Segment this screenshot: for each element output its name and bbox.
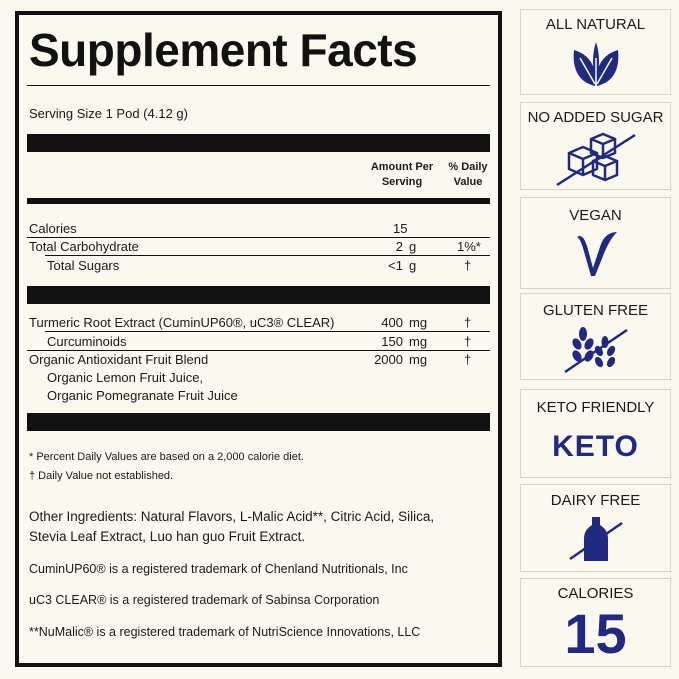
- row-blend-name: Organic Antioxidant Fruit Blend: [29, 352, 209, 367]
- header-daily-value: [439, 160, 497, 190]
- row-carb-dv: 1%*: [457, 239, 481, 254]
- row-calories-amount: 15: [393, 221, 408, 236]
- row-calories-name: Calories: [29, 221, 77, 236]
- badge-label: VEGAN: [569, 207, 622, 224]
- badge-calories: [520, 578, 671, 667]
- badge-label: DAIRY FREE: [550, 492, 641, 509]
- leaves-icon: [568, 38, 624, 90]
- header-amount-line2: Serving: [381, 176, 423, 188]
- thick-divider: [27, 286, 490, 304]
- badge-no-added-sugar: [520, 102, 671, 190]
- badge-label: NO ADDED SUGAR: [527, 109, 664, 126]
- header-amount-line1: Amount Per: [370, 161, 434, 173]
- calories-number: 15: [564, 602, 627, 665]
- badge-all-natural: [520, 9, 671, 95]
- other-ingredients: [29, 507, 434, 547]
- row-divider: [27, 237, 490, 238]
- row-carb-amount: 2: [395, 239, 403, 254]
- other-ingredients-line1: Other Ingredients: Natural Flavors, L-Malic Acid**, Citric Acid, Silica,: [29, 509, 435, 524]
- row-carb-name: Total Carbohydrate: [29, 239, 139, 254]
- sugar-cubes-icon: [551, 131, 641, 187]
- trademark-uc3-clear: uC3 CLEAR® is a registered trademark of Sabinsa Corporation: [29, 593, 380, 607]
- row-sugars-amount: <1: [388, 258, 403, 273]
- row-blend-amount: 2000: [374, 352, 403, 367]
- facts-title: Supplement Facts: [29, 24, 418, 76]
- row-divider: [45, 255, 490, 256]
- blend-item-lemon: Organic Lemon Fruit Juice,: [47, 370, 204, 385]
- other-ingredients-line2: Stevia Leaf Extract, Luo han guo Fruit Extract.: [29, 529, 306, 544]
- thick-divider: [27, 413, 490, 431]
- row-curcuminoids-dv: †: [464, 334, 472, 349]
- supplement-facts-panel: [15, 11, 502, 667]
- blend-item-pomegranate: Organic Pomegranate Fruit Juice: [47, 388, 238, 403]
- row-turmeric-unit: mg: [409, 315, 428, 330]
- trademark-numalic: **NuMalic® is a registered trademark of NutriScience Innovations, LLC: [29, 625, 421, 639]
- row-divider: [27, 350, 490, 351]
- row-sugars-name: Total Sugars: [47, 258, 120, 273]
- thick-divider: [27, 134, 490, 152]
- row-divider: [45, 331, 490, 332]
- medium-divider: [27, 198, 490, 204]
- row-blend-unit: mg: [409, 352, 428, 367]
- row-turmeric-amount: 400: [381, 315, 403, 330]
- footnote-not-established: † Daily Value not established.: [29, 470, 174, 482]
- badge-label: CALORIES: [557, 585, 634, 602]
- badge-keto-friendly: [520, 389, 671, 478]
- milk-bottle-crossed-icon: [568, 515, 624, 565]
- divider: [27, 85, 490, 86]
- serving-size: Serving Size 1 Pod (4.12 g): [29, 106, 188, 121]
- header-dv-line2: Value: [453, 176, 483, 188]
- row-turmeric-name: Turmeric Root Extract (CuminUP60®, uC3® CLEAR): [29, 315, 335, 330]
- badge-vegan: [520, 197, 671, 289]
- row-sugars-dv: †: [464, 258, 472, 273]
- row-blend-dv: †: [464, 352, 472, 367]
- row-curcuminoids-amount: 150: [381, 334, 403, 349]
- row-curcuminoids-name: Curcuminoids: [47, 334, 127, 349]
- row-sugars-unit: g: [409, 258, 417, 273]
- header-dv-line1: % Daily: [448, 161, 488, 173]
- row-turmeric-dv: †: [464, 315, 472, 330]
- row-curcuminoids-unit: mg: [409, 334, 428, 349]
- row-carb-unit: g: [409, 239, 417, 254]
- badge-label: GLUTEN FREE: [542, 302, 648, 319]
- badge-gluten-free: [520, 293, 671, 380]
- header-amount: [357, 160, 447, 190]
- badge-dairy-free: [520, 484, 671, 572]
- vegan-v-icon: [573, 228, 619, 278]
- keto-word: KETO: [552, 430, 639, 463]
- badge-label: ALL NATURAL: [545, 16, 646, 33]
- badge-label: KETO FRIENDLY: [536, 399, 655, 416]
- wheat-crossed-icon: [561, 324, 631, 374]
- footnote-daily-values: * Percent Daily Values are based on a 2,000 calorie diet.: [29, 451, 304, 463]
- trademark-cuminup60: CuminUP60® is a registered trademark of Chenland Nutritionals, Inc: [29, 562, 408, 576]
